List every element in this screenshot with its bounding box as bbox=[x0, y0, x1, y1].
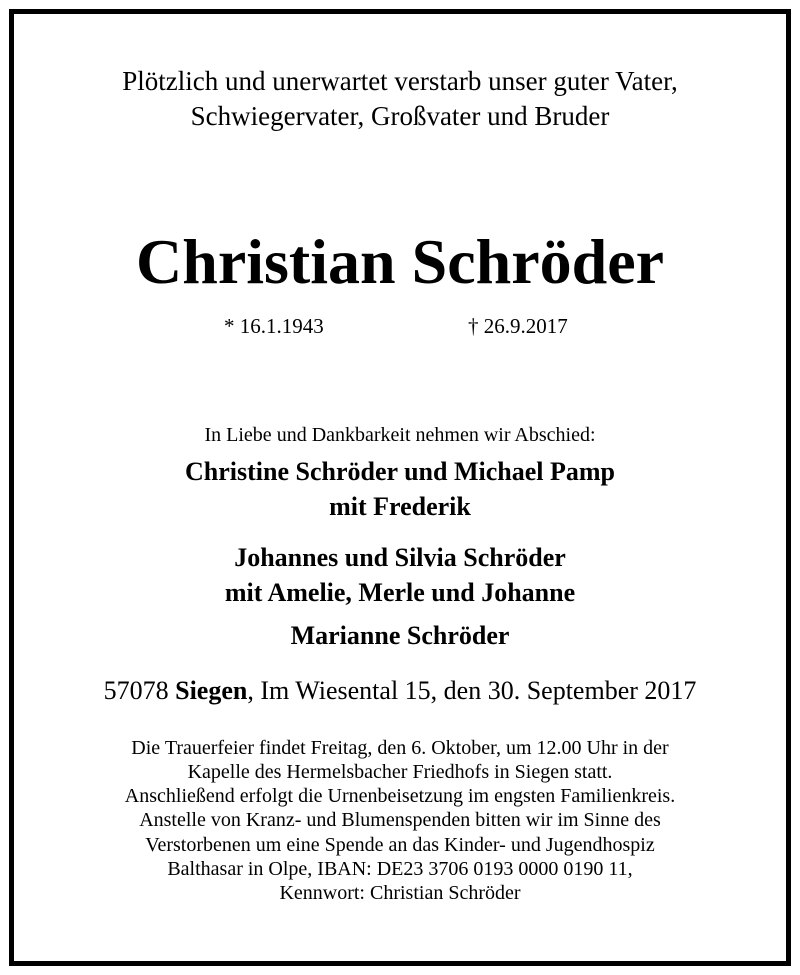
address-city: Siegen bbox=[175, 676, 248, 705]
notice-line: Balthasar in Olpe, IBAN: DE23 3706 0193 0000 0190 11, bbox=[167, 858, 633, 880]
deceased-name: Christian Schröder bbox=[136, 226, 664, 297]
family-line: Marianne Schröder bbox=[290, 621, 510, 650]
address-rest: , Im Wiesental 15, den 30. September 2017 bbox=[247, 676, 697, 705]
birth-date: * 16.1.1943 bbox=[224, 314, 324, 338]
obituary-frame bbox=[9, 9, 791, 966]
family-line: mit Frederik bbox=[329, 492, 471, 521]
notice-line: Die Trauerfeier findet Freitag, den 6. Oktober, um 12.00 Uhr in der bbox=[131, 737, 669, 759]
notice-line: Anstelle von Kranz- und Blumenspenden bitten wir im Sinne des bbox=[139, 809, 661, 831]
death-date: † 26.9.2017 bbox=[468, 314, 568, 338]
family-line: Christine Schröder und Michael Pamp bbox=[185, 457, 615, 486]
notice-line: Kennwort: Christian Schröder bbox=[279, 882, 521, 904]
intro-line-2: Schwiegervater, Großvater und Bruder bbox=[190, 101, 610, 131]
notice-line: Kapelle des Hermelsbacher Friedhofs in Siegen statt. bbox=[187, 761, 613, 783]
address-postcode: 57078 bbox=[103, 676, 169, 705]
family-line: mit Amelie, Merle und Johanne bbox=[224, 578, 576, 607]
farewell-text: In Liebe und Dankbarkeit nehmen wir Abschied: bbox=[204, 424, 596, 446]
notice-line: Verstorbenen um eine Spende an das Kinder- und Jugendhospiz bbox=[145, 834, 655, 856]
notice-line: Anschließend erfolgt die Urnenbeisetzung im engsten Familienkreis. bbox=[124, 785, 676, 807]
address-line bbox=[14, 676, 786, 706]
intro-line-1: Plötzlich und unerwartet verstarb unser guter Vater, bbox=[122, 66, 678, 96]
family-line: Johannes und Silvia Schröder bbox=[234, 543, 566, 572]
